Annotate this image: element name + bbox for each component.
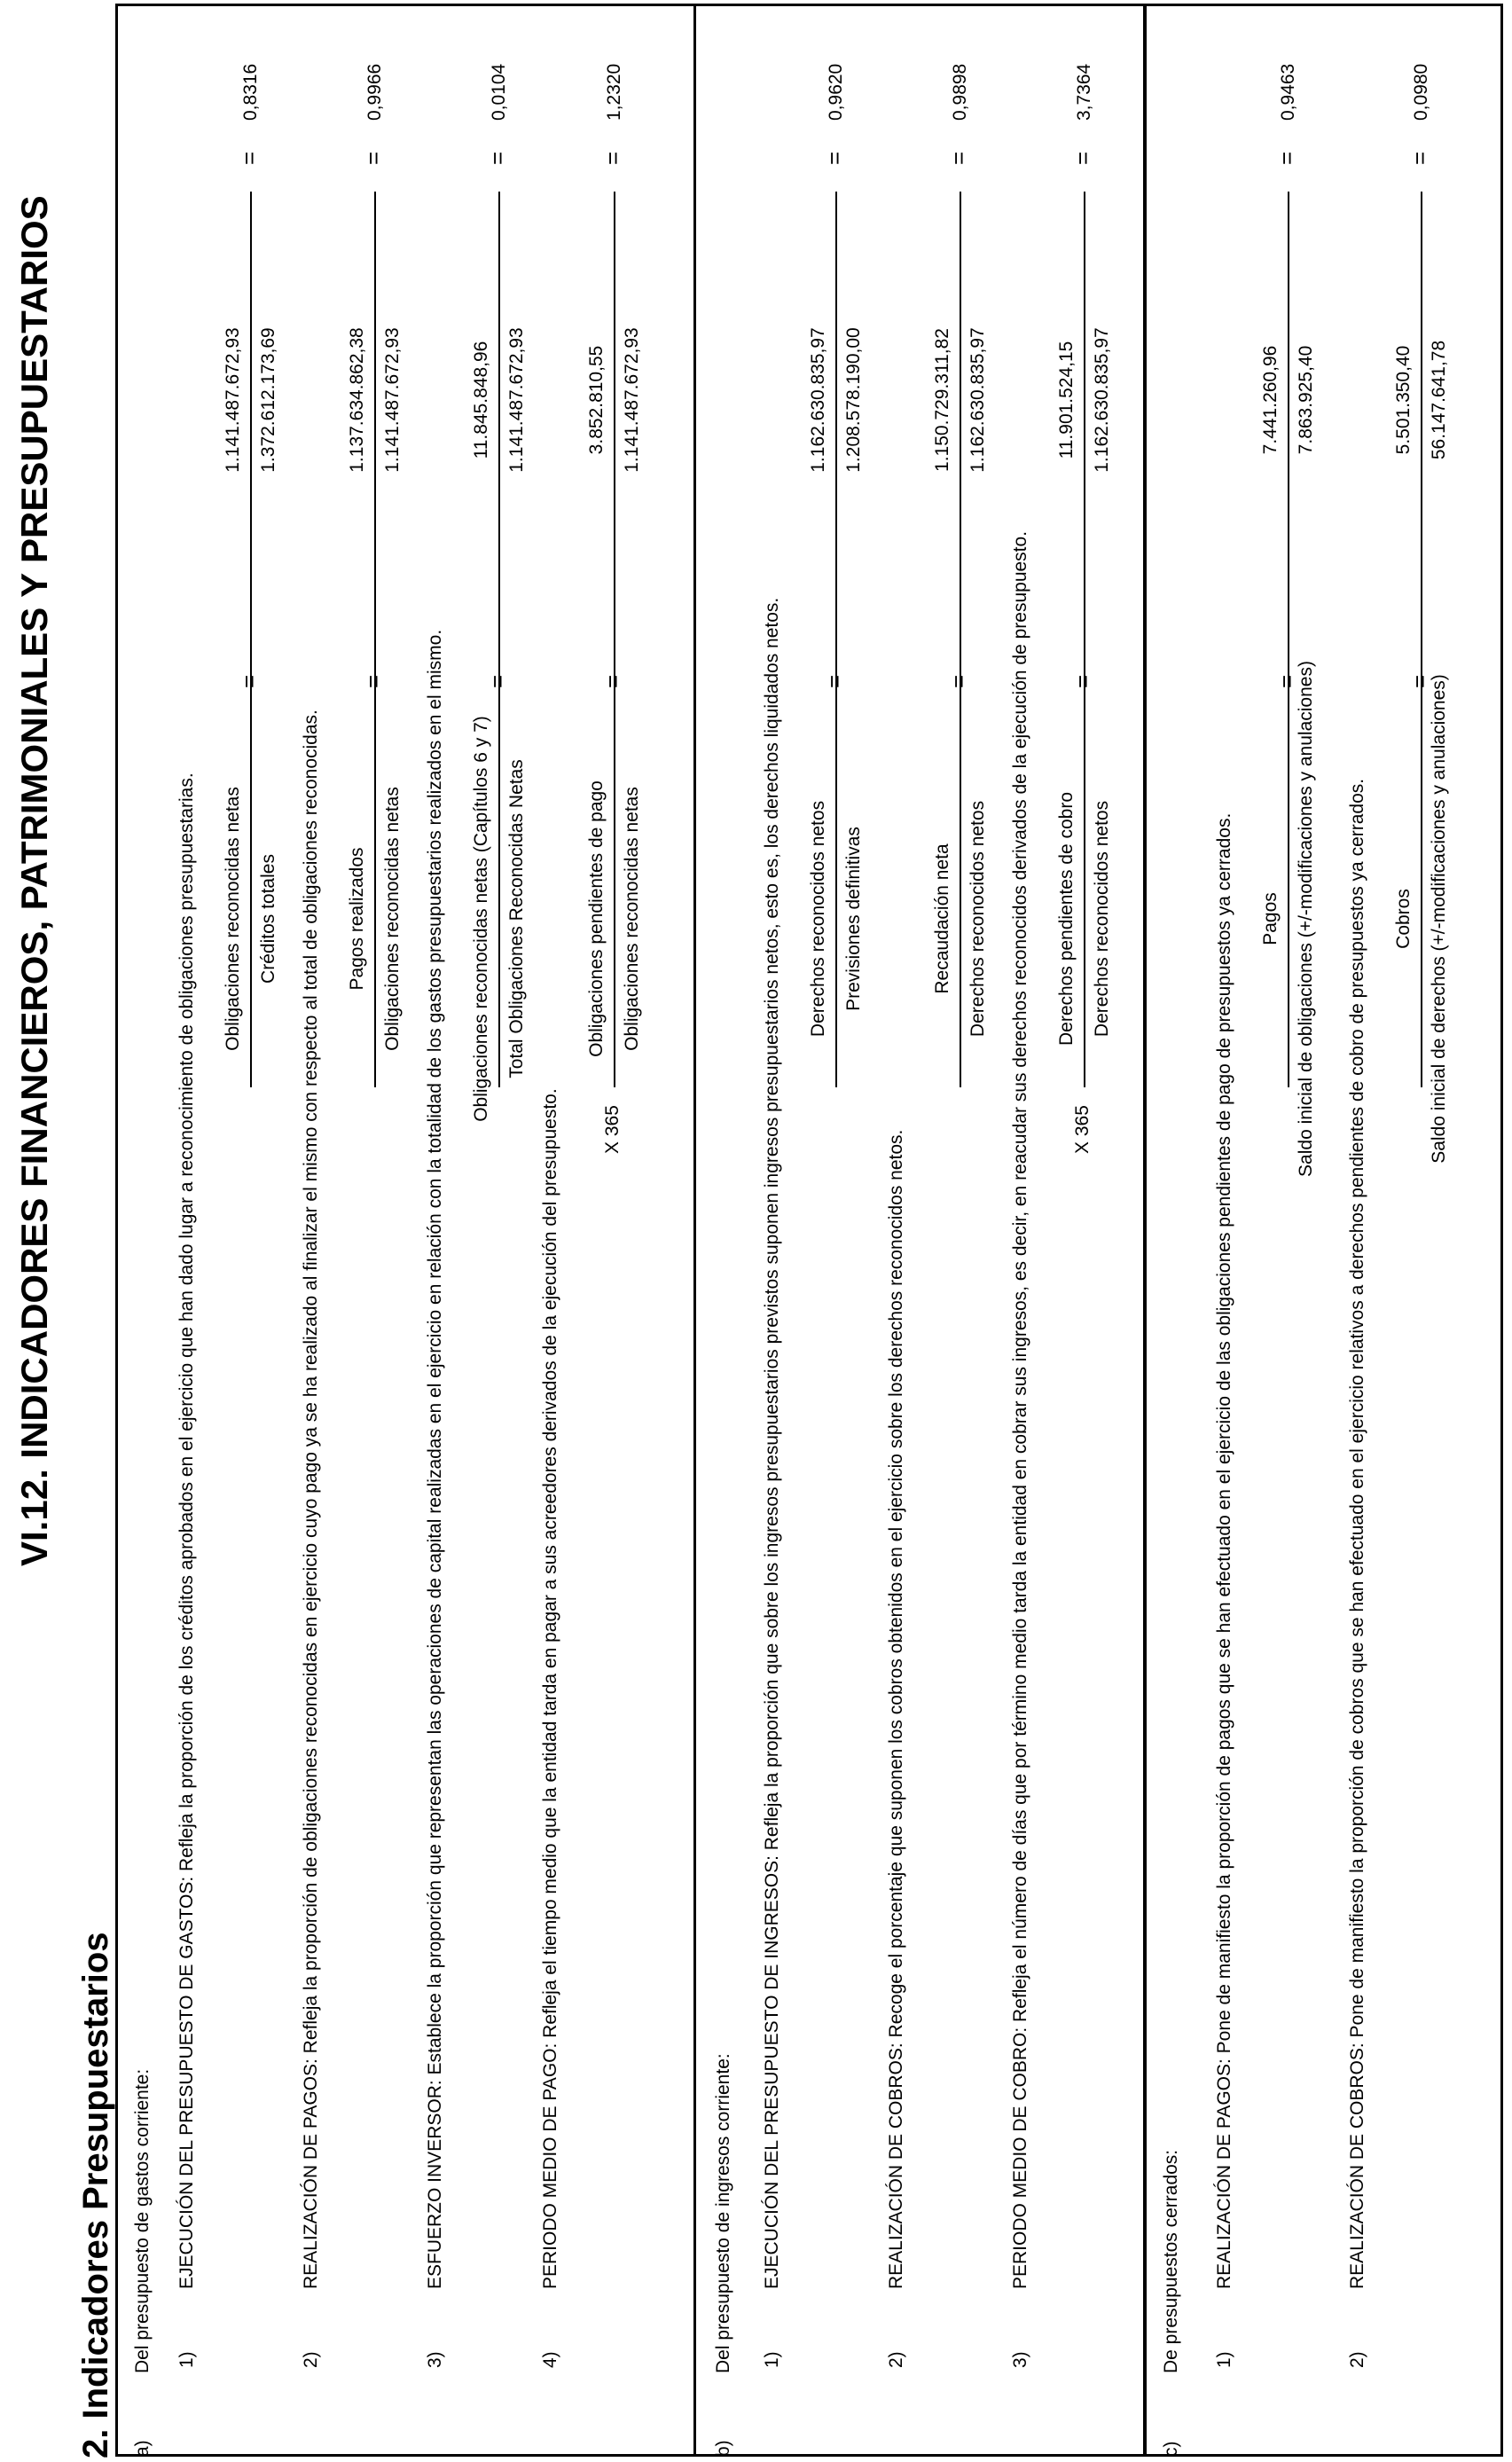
denominator-value: 1.162.630.835,97 [1092,327,1112,473]
numerator-label: Pagos realizados [347,847,367,991]
value-line [960,192,961,608]
denominator-label: Obligaciones reconocidas netas [382,787,403,1051]
value-line [1288,192,1289,608]
value-line [835,192,837,608]
denominator-label: Previsiones definitivas [843,827,864,1011]
result-value: 0,0980 [1411,63,1431,121]
denominator-label: Derechos reconocidos netos [1092,800,1112,1038]
numerator-label: Obligaciones pendientes de pago [586,780,607,1057]
item-number: 3) [425,2351,445,2368]
value-line [374,192,376,608]
denominator-value: 1.141.487.672,93 [622,327,642,473]
item-number: 1) [762,2351,782,2368]
group-b-heading: Del presupuesto de ingresos corriente: [713,2053,733,2373]
equals-sign: = [1069,151,1096,165]
equals-sign: = [1406,674,1433,688]
value-line [1421,192,1422,608]
result-value: 0,0104 [489,63,509,121]
item-description: ESFUERZO INVERSOR: Establece la proporción que representan las operaciones de capital realizadas en el ejercicio en relación con la totalidad de los gastos presupuestarios realizados en el mismo. [425,629,445,2289]
item-description: REALIZACIÓN DE COBROS: Recoge el porcentaje que suponen los cobros obtenidos en el ejercicio sobre los derechos reconocidos netos. [886,1129,906,2289]
numerator-label: Derechos pendientes de cobro [1056,791,1077,1047]
equals-sign: = [484,151,511,165]
denominator-value: 1.141.487.672,93 [382,327,403,473]
numerator-value: 7.441.260,96 [1260,345,1281,455]
equals-sign: = [236,151,262,165]
result-value: 3,7364 [1074,63,1094,121]
item-number: 1) [1214,2351,1234,2368]
denominator-label: Obligaciones reconocidas netas [622,787,642,1051]
equals-sign: = [236,674,262,688]
equals-sign: = [360,674,387,688]
equals-sign: = [1273,674,1300,688]
numerator-label: Cobros [1393,889,1414,949]
numerator-value: 5.501.350,40 [1393,345,1414,455]
item-description: PERIODO MEDIO DE PAGO: Refleja el tiempo medio que la entidad tarda en pagar a sus acreedores derivados de la ejecución del presupuesto. [540,1088,560,2289]
group-a-label: a) [132,2440,153,2457]
denominator-value: 56.147.641,78 [1429,340,1449,460]
denominator-label: Saldo inicial de obligaciones (+/-modificaciones y anulaciones) [1296,661,1316,1177]
value-line [1084,192,1085,608]
group-c-label: c) [1161,2441,1181,2457]
result-value: 1,2320 [604,63,624,121]
multiply-365: X 365 [1072,1105,1093,1154]
result-value: 0,9620 [826,63,846,121]
equals-sign: = [484,674,511,688]
numerator-label: Derechos reconocidos netos [808,800,828,1038]
multiply-365: X 365 [602,1105,623,1154]
numerator-value: 1.150.729.311,82 [932,328,952,472]
denominator-label: Saldo inicial de derechos (+/-modificaciones y anulaciones) [1429,674,1449,1164]
item-number: 1) [176,2351,197,2368]
numerator-value: 3.852.810,55 [586,345,607,455]
equals-sign: = [821,674,848,688]
numerator-value: 1.141.487.672,93 [223,327,243,473]
denominator-value: 1.162.630.835,97 [968,327,988,473]
equals-sign: = [1406,151,1433,165]
numerator-value: 1.162.630.835,97 [808,327,828,473]
item-number: 2) [1347,2351,1367,2368]
item-description: REALIZACIÓN DE PAGOS: Pone de manifiesto la proporción de pagos que se han efectuado en el ejercicio de las obligaciones pendientes de pago de presupuestos ya cerrados. [1214,812,1234,2289]
group-c-heading: De presupuestos cerrados: [1161,2149,1181,2373]
document-title: VI.12. INDICADORES FINANCIEROS, PATRIMONIALES Y PRESUPUESTARIOS [13,195,55,1566]
numerator-value: 11.845.848,96 [471,341,491,459]
equals-sign: = [1069,674,1096,688]
equals-sign: = [599,151,626,165]
result-value: 0,8316 [240,63,261,121]
denominator-value: 1.141.487.672,93 [506,327,527,473]
box-gastos-corriente [115,4,696,2457]
equals-sign: = [360,151,387,165]
item-description: REALIZACIÓN DE PAGOS: Refleja la proporción de obligaciones reconocidas en ejercicio cuyo pago ya se ha realizado al finalizar el mismo con respecto al total de obligaciones reconocidas. [301,710,321,2289]
numerator-value: 1.137.634.862,38 [347,327,367,473]
result-value: 0,9966 [364,63,385,121]
item-description: REALIZACIÓN DE COBROS: Pone de manifiesto la proporción de cobros que se han efectuado en el ejercicio relativos a derechos pendientes de cobro de presupuestos ya cerrados. [1347,778,1367,2289]
numerator-label: Obligaciones reconocidas netas (Capítulos 6 y 7) [471,716,491,1122]
numerator-value: 11.901.524,15 [1056,341,1077,459]
section-title: 2. Indicadores Presupuestarios [76,1932,115,2458]
denominator-label: Créditos totales [258,854,278,984]
numerator-label: Recaudación neta [932,843,952,994]
item-description: EJECUCIÓN DEL PRESUPUESTO DE INGRESOS: Refleja la proporción que sobre los ingresos presupuestarios previstos suponen ingresos presupuestarios netos, esto es, los derechos liquidados netos. [762,597,782,2289]
equals-sign: = [821,151,848,165]
group-a-heading: Del presupuesto de gastos corriente: [132,2068,153,2373]
group-b-label: b) [713,2440,733,2457]
result-value: 0,9898 [950,63,970,121]
denominator-label: Total Obligaciones Reconocidas Netas [506,759,527,1078]
value-line [614,192,615,608]
equals-sign: = [945,674,972,688]
item-number: 4) [540,2351,560,2368]
denominator-label: Derechos reconocidos netos [968,800,988,1038]
result-value: 0,9463 [1278,63,1298,121]
equals-sign: = [945,151,972,165]
value-line [498,192,500,608]
item-number: 2) [301,2351,321,2368]
item-description: EJECUCIÓN DEL PRESUPUESTO DE GASTOS: Refleja la proporción de los créditos aprobados en el ejercicio que han dado lugar a reconocimiento de obligaciones presupuestarias. [176,772,197,2289]
value-line [250,192,252,608]
denominator-value: 1.208.578.190,00 [843,327,864,473]
denominator-value: 7.863.925,40 [1296,345,1316,455]
numerator-label: Obligaciones reconocidas netas [223,787,243,1051]
item-description: PERIODO MEDIO DE COBRO: Refleja el número de días que por término medio tarda la entidad en cobrar sus ingresos, es decir, en reacudar sus derechos reconocidos derivados de la ejecución de presupuesto. [1010,530,1030,2289]
equals-sign: = [1273,151,1300,165]
numerator-label: Pagos [1260,892,1281,945]
item-number: 2) [886,2351,906,2368]
box-presupuestos-cerrados [1144,4,1503,2457]
equals-sign: = [599,674,626,688]
denominator-value: 1.372.612.173,69 [258,327,278,473]
item-number: 3) [1010,2351,1030,2368]
